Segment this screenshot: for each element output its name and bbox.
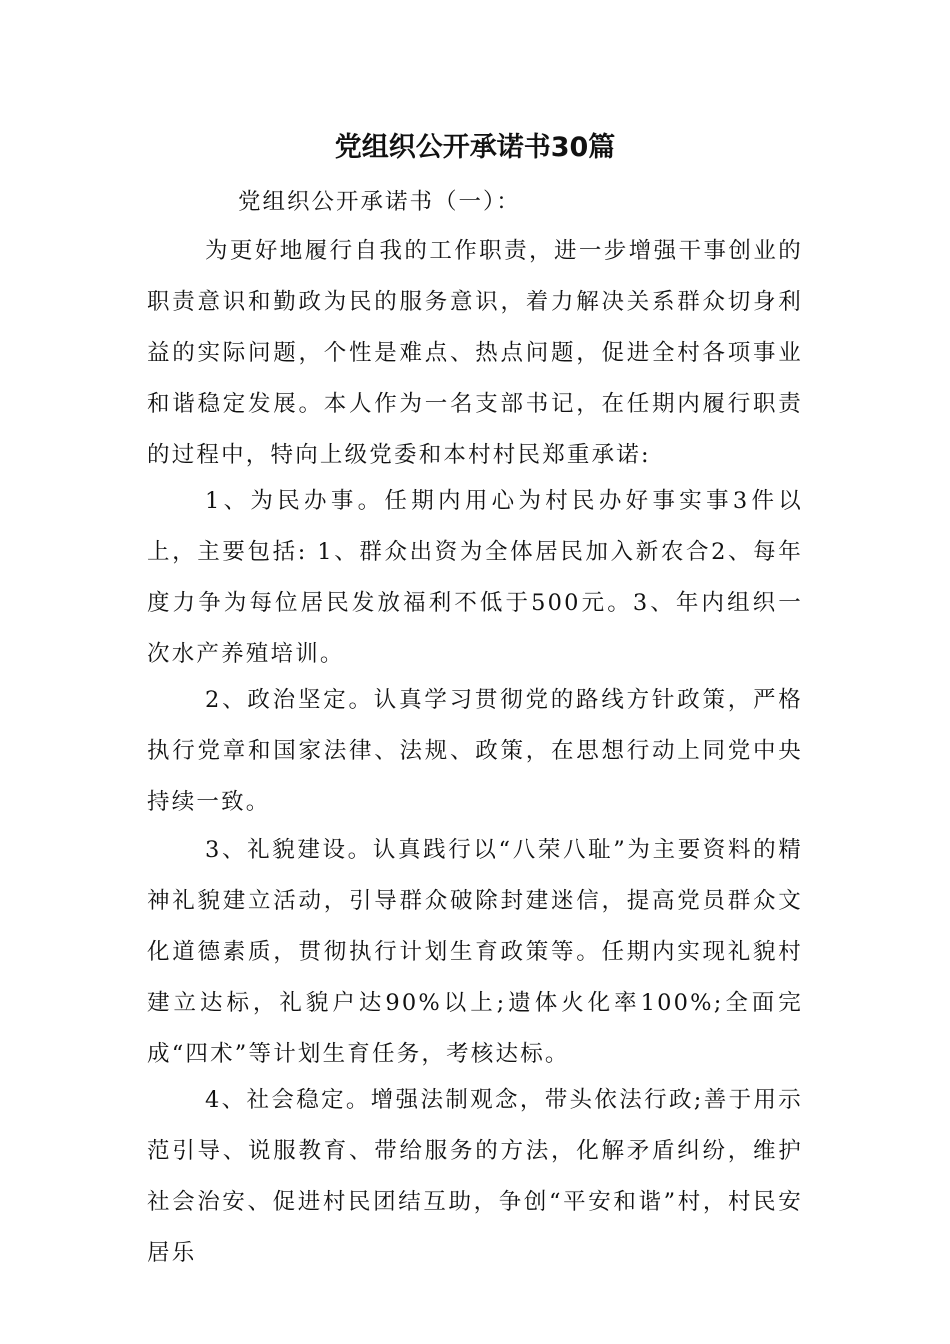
paragraph-item-2: 2、政治坚定。认真学习贯彻党的路线方针政策，严格执行党章和国家法律、法规、政策，在思想行动上同党中央持续一致。 [147,687,803,815]
paragraph-item-3: 3、礼貌建设。认真践行以“八荣八耻”为主要资料的精神礼貌建立活动，引导群众破除封建迷信，提高党员群众文化道德素质，贯彻执行计划生育政策等。任期内实现礼貌村建立达标，礼貌户达90%以上;遗体火化率100%;全面完成“四术”等计划生育任务，考核达标。 [147,837,803,1067]
paragraph-intro: 为更好地履行自我的工作职责，进一步增强干事创业的职责意识和勤政为民的服务意识，着力解决关系群众切身利益的实际问题，个性是难点、热点问题，促进全村各项事业和谐稳定发展。本人作为一名支部书记，在任期内履行职责的过程中，特向上级党委和本村村民郑重承诺: [147,238,803,468]
document-subtitle: 党组织公开承诺书（一）： [238,189,521,215]
document-title: 党组织公开承诺书30篇 [334,132,616,163]
paragraph-item-1: 1、为民办事。任期内用心为村民办好事实事3件以上，主要包括: 1、群众出资为全体居民加入新农合2、每年度力争为每位居民发放福利不低于500元。3、年内组织一次水产养殖培训。 [147,488,803,667]
paragraph-item-4: 4、社会稳定。增强法制观念，带头依法行政;善于用示范引导、说服教育、带给服务的方法，化解矛盾纠纷，维护社会治安、促进村民团结互助，争创“平安和谐”村，村民安居乐 [147,1087,803,1266]
